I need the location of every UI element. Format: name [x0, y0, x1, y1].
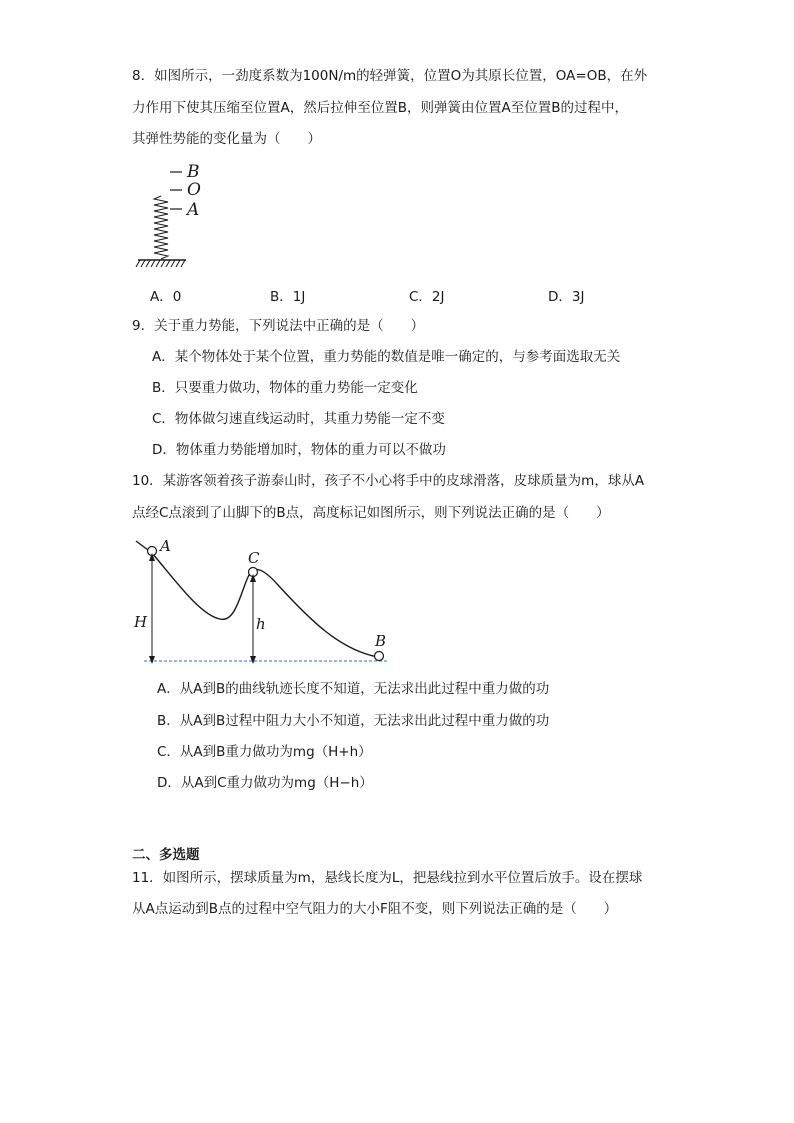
q10-option-b[interactable]: B．从A到B过程中阻力大小不知道，无法求出此过程中重力做的功 [157, 713, 550, 729]
q8-spring-figure [130, 158, 220, 273]
q9-option-c[interactable]: C．物体做匀速直线运动时，其重力势能一定不变 [152, 411, 445, 427]
ground-hatch [136, 260, 185, 267]
label-a: A [187, 200, 200, 220]
label-b: B [187, 162, 200, 182]
q10-stem-line-2: 点经C点滚到了山脚下的B点，高度标记如图所示，则下列说法正确的是（ ） [132, 505, 610, 521]
q8-option-d[interactable]: D．3J [548, 289, 585, 305]
q11-stem-line-2: 从A点运动到B点的过程中空气阻力的大小F阻不变，则下列说法正确的是（ ） [132, 901, 618, 917]
q8-option-a[interactable]: A．0 [150, 289, 182, 305]
q9-option-a[interactable]: A．某个物体处于某个位置，重力势能的数值是唯一确定的，与参考面选取无关 [152, 349, 621, 365]
q8-option-c[interactable]: C．2J [409, 289, 445, 305]
spring-coil [154, 196, 168, 259]
q10-track-figure [130, 535, 400, 670]
q8-stem-line-1: 8．如图所示，一劲度系数为100N/m的轻弹簧，位置O为其原长位置，OA=OB，在外 [132, 68, 648, 84]
label-b: B [375, 632, 387, 650]
label-c: C [248, 549, 260, 567]
label-h: h [256, 615, 266, 633]
label-o: O [187, 180, 201, 200]
ball-a [148, 547, 157, 556]
ball-b [375, 652, 384, 661]
q9-option-b[interactable]: B．只要重力做功，物体的重力势能一定变化 [152, 380, 418, 396]
section-heading-multiple-choice: 二、多选题 [132, 847, 200, 863]
label-a: A [160, 537, 171, 555]
q9-stem: 9．关于重力势能，下列说法中正确的是（ ） [132, 318, 425, 334]
q8-options [150, 285, 600, 305]
q8-stem-line-3: 其弹性势能的变化量为（ ） [132, 131, 321, 147]
q10-option-c[interactable]: C．从A到B重力做功为mg（H+h） [157, 744, 372, 760]
q8-stem-line-2: 力作用下使其压缩至位置A，然后拉伸至位置B，则弹簧由位置A至位置B的过程中， [132, 100, 628, 116]
ball-c [249, 568, 258, 577]
label-H: H [134, 613, 148, 631]
q10-option-a[interactable]: A．从A到B的曲线轨迹长度不知道，无法求出此过程中重力做的功 [157, 681, 550, 697]
q10-stem-line-1: 10．某游客领着孩子游泰山时，孩子不小心将手中的皮球滑落，皮球质量为m，球从A [132, 473, 645, 489]
q10-option-d[interactable]: D．从A到C重力做功为mg（H−h） [157, 775, 373, 791]
q11-stem-line-1: 11．如图所示，摆球质量为m，悬线长度为L，把悬线拉到水平位置后放手。设在摆球 [132, 870, 643, 886]
q8-option-b[interactable]: B．1J [270, 289, 306, 305]
q9-option-d[interactable]: D．物体重力势能增加时，物体的重力可以不做功 [152, 442, 446, 458]
